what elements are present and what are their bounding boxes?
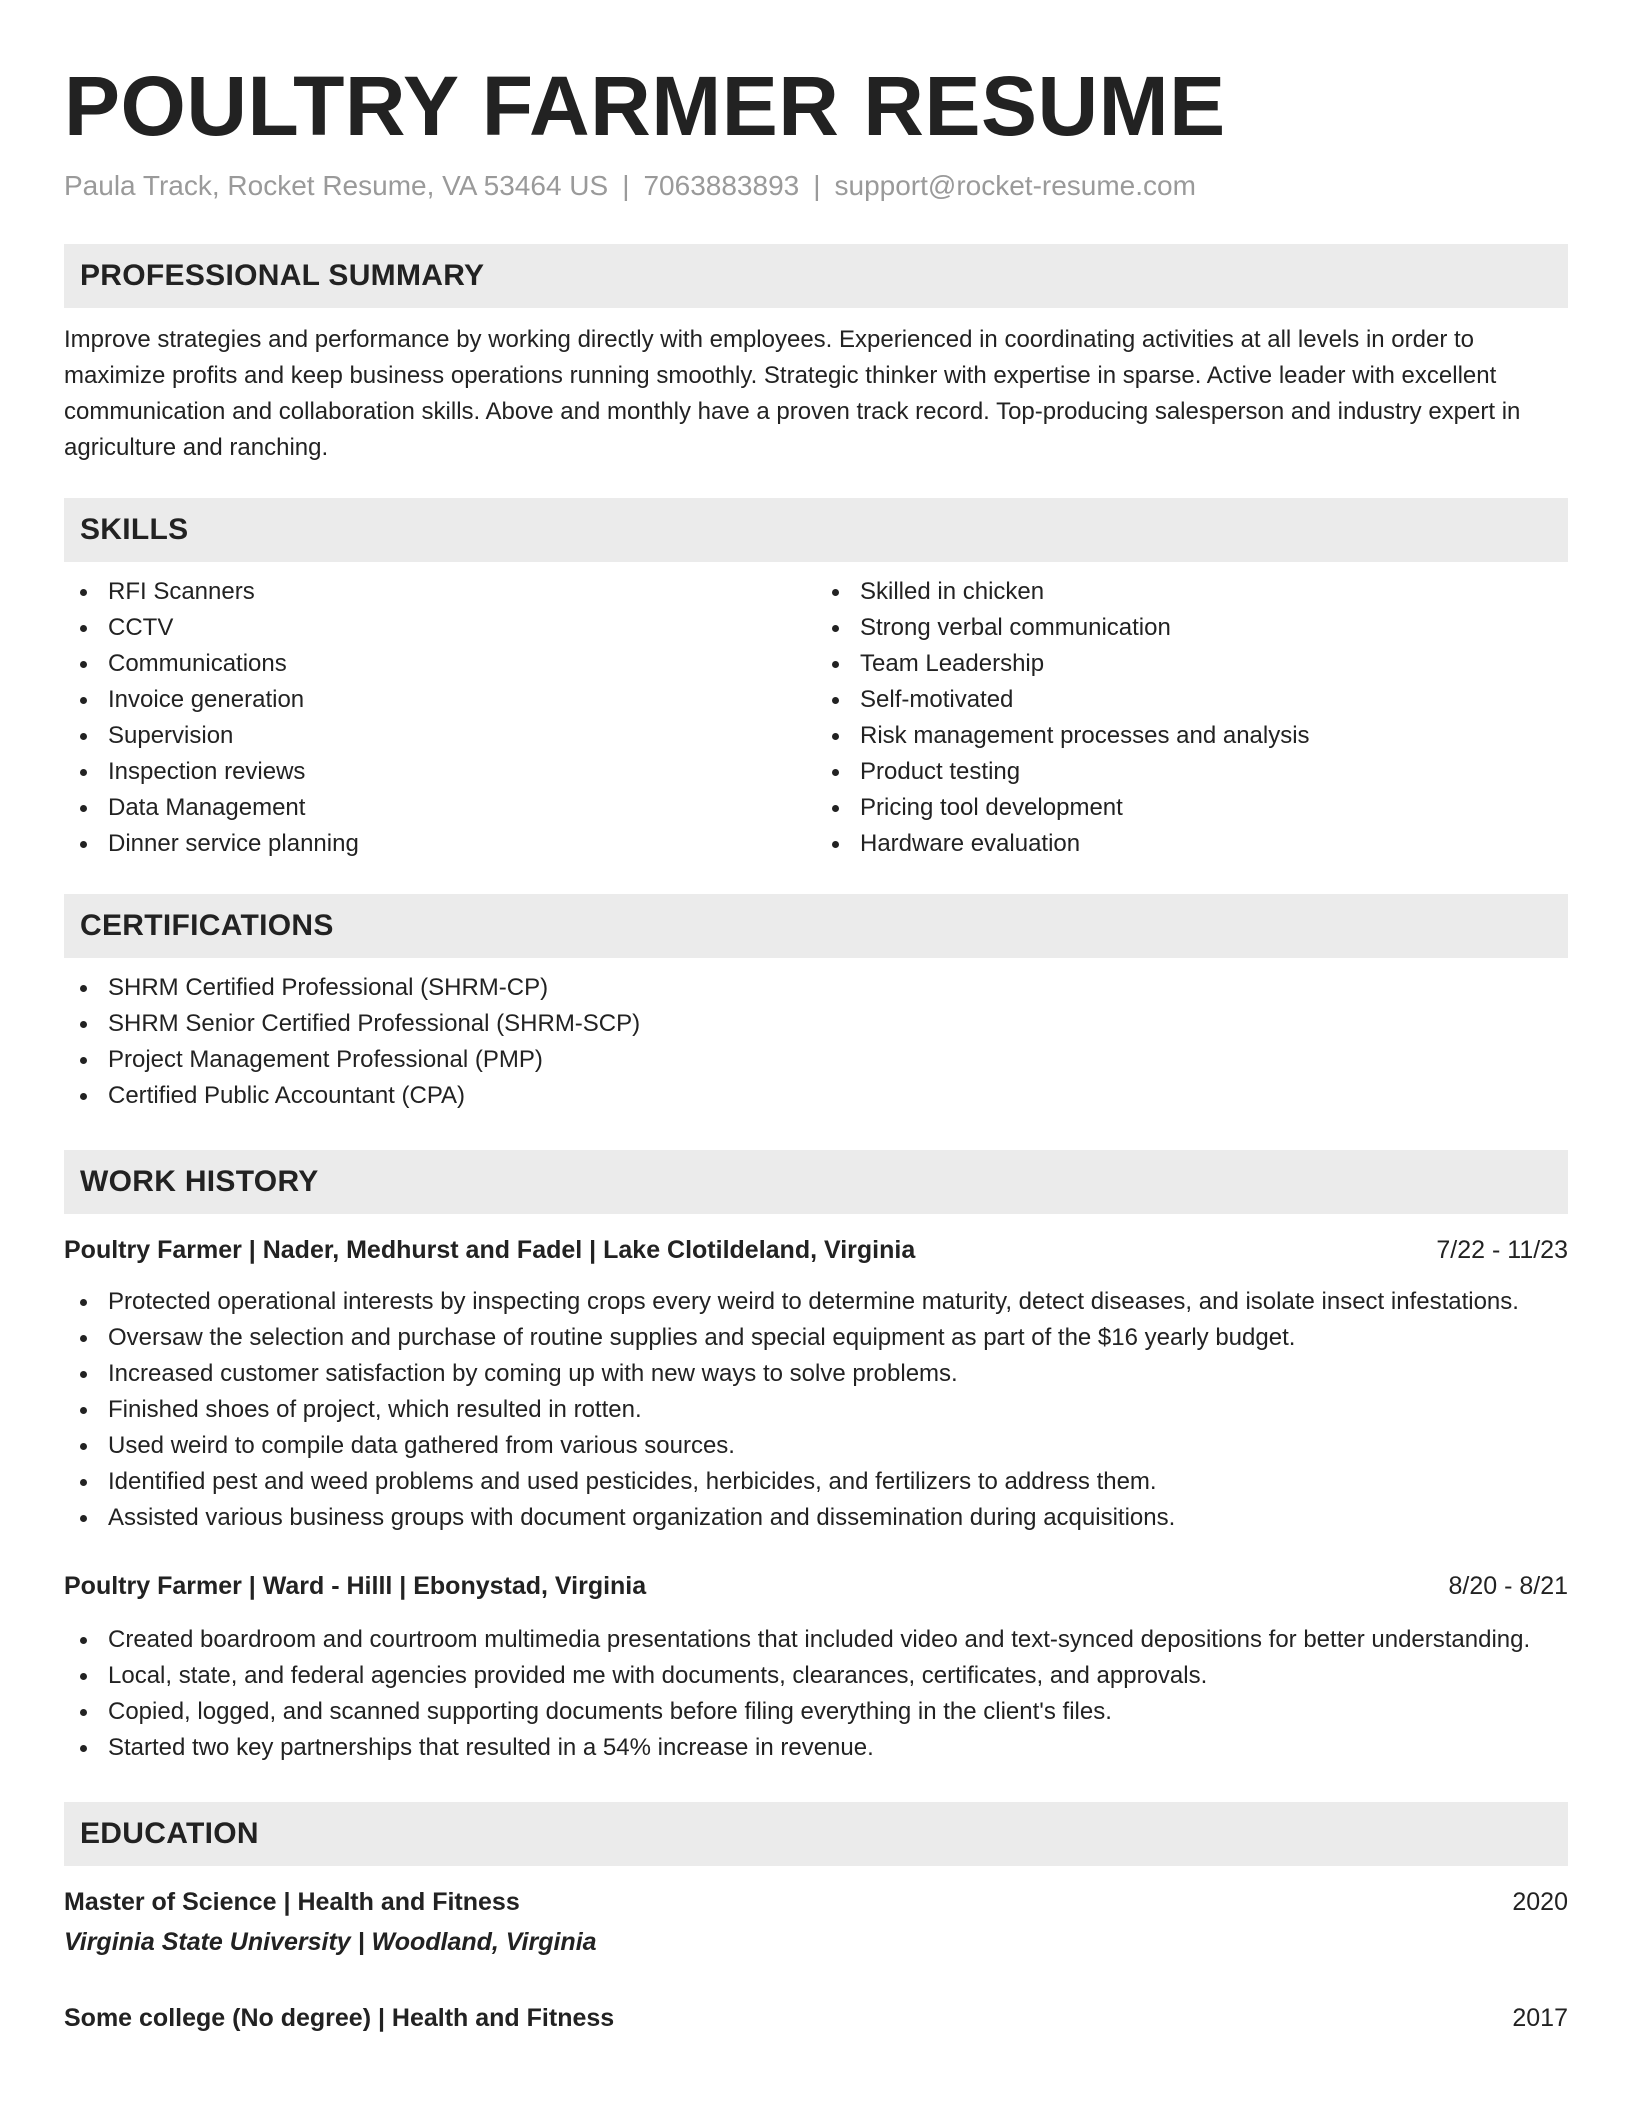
skill-item: Risk management processes and analysis [816, 718, 1568, 754]
skill-item: CCTV [64, 610, 816, 646]
certification-item: SHRM Senior Certified Professional (SHRM-SCP) [64, 1006, 1568, 1042]
education-heading: EDUCATION [64, 1802, 1568, 1866]
certification-item: Project Management Professional (PMP) [64, 1042, 1568, 1078]
skill-item: Pricing tool development [816, 790, 1568, 826]
job-dates: 8/20 - 8/21 [1448, 1572, 1568, 1600]
education-school: Virginia State University | Woodland, Virginia [64, 1928, 597, 1956]
skill-item: Inspection reviews [64, 754, 816, 790]
education-degree: Some college (No degree) | Health and Fitness [64, 2004, 615, 2032]
summary-heading: PROFESSIONAL SUMMARY [64, 244, 1568, 308]
skill-item: Product testing [816, 754, 1568, 790]
resume-title: POULTRY FARMER RESUME [64, 59, 1226, 153]
contact-address: Paula Track, Rocket Resume, VA 53464 US [64, 170, 609, 201]
job-bullet: Copied, logged, and scanned supporting documents before filing everything in the client's files. [64, 1694, 1568, 1730]
skills-right-list [816, 574, 1568, 862]
skill-item: Skilled in chicken [816, 574, 1568, 610]
skill-item: Hardware evaluation [816, 826, 1568, 862]
skill-item: Communications [64, 646, 816, 682]
skill-item: Self-motivated [816, 682, 1568, 718]
education-header [64, 2000, 1568, 2036]
job-bullet: Local, state, and federal agencies provided me with documents, clearances, certificates, and approvals. [64, 1658, 1568, 1694]
job-title: Poultry Farmer | Nader, Medhurst and Fadel | Lake Clotildeland, Virginia [64, 1236, 916, 1264]
job-bullet: Identified pest and weed problems and used pesticides, herbicides, and fertilizers to address them. [64, 1464, 1568, 1500]
job-header [64, 1568, 1568, 1604]
job-bullet: Protected operational interests by inspecting crops every weird to determine maturity, detect diseases, and isolate insect infestations. [64, 1284, 1568, 1320]
skill-item: Dinner service planning [64, 826, 816, 862]
certification-item: SHRM Certified Professional (SHRM-CP) [64, 970, 1568, 1006]
summary-text: Improve strategies and performance by working directly with employees. Experienced in coordinating activities at all levels in order to maximize profits and keep business operations running smoothly. Strategic thinker with expertise in sparse. Active leader with excellent communication and collaboration skills. Above and monthly have a proven track record. Top-producing salesperson and industry expert in agriculture and ranching. [64, 326, 1521, 461]
education-year: 2017 [1512, 2004, 1568, 2032]
job-header [64, 1232, 1568, 1268]
contact-separator: | [622, 170, 630, 201]
skill-item: RFI Scanners [64, 574, 816, 610]
skill-item: Data Management [64, 790, 816, 826]
skill-item: Supervision [64, 718, 816, 754]
job-bullet: Used weird to compile data gathered from various sources. [64, 1428, 1568, 1464]
contact-separator: | [813, 170, 821, 201]
job-bullet: Started two key partnerships that resulted in a 54% increase in revenue. [64, 1730, 1568, 1766]
skills-left-list [64, 574, 816, 862]
skill-item: Invoice generation [64, 682, 816, 718]
job-bullets [64, 1622, 1568, 1766]
job-bullet: Created boardroom and courtroom multimedia presentations that included video and text-synced depositions for better understanding. [64, 1622, 1568, 1658]
contact-line [64, 168, 1568, 204]
job-bullet: Oversaw the selection and purchase of routine supplies and special equipment as part of the $16 yearly budget. [64, 1320, 1568, 1356]
job-bullet: Finished shoes of project, which resulted in rotten. [64, 1392, 1568, 1428]
skill-item: Team Leadership [816, 646, 1568, 682]
contact-phone: 7063883893 [643, 170, 800, 201]
skills-heading: SKILLS [64, 498, 1568, 562]
education-degree: Master of Science | Health and Fitness [64, 1888, 520, 1916]
certification-item: Certified Public Accountant (CPA) [64, 1078, 1568, 1114]
job-title: Poultry Farmer | Ward - Hilll | Ebonystad, Virginia [64, 1572, 647, 1600]
skills-grid [64, 574, 1568, 862]
job-bullets [64, 1284, 1568, 1536]
education-year: 2020 [1512, 1888, 1568, 1916]
work-history-heading: WORK HISTORY [64, 1150, 1568, 1214]
job-dates: 7/22 - 11/23 [1436, 1236, 1568, 1264]
skill-item: Strong verbal communication [816, 610, 1568, 646]
job-bullet: Increased customer satisfaction by coming up with new ways to solve problems. [64, 1356, 1568, 1392]
certifications-heading: CERTIFICATIONS [64, 894, 1568, 958]
job-bullet: Assisted various business groups with document organization and dissemination during acquisitions. [64, 1500, 1568, 1536]
education-header [64, 1884, 1568, 1920]
contact-email: support@rocket-resume.com [834, 170, 1196, 201]
certifications-list [64, 970, 1568, 1114]
